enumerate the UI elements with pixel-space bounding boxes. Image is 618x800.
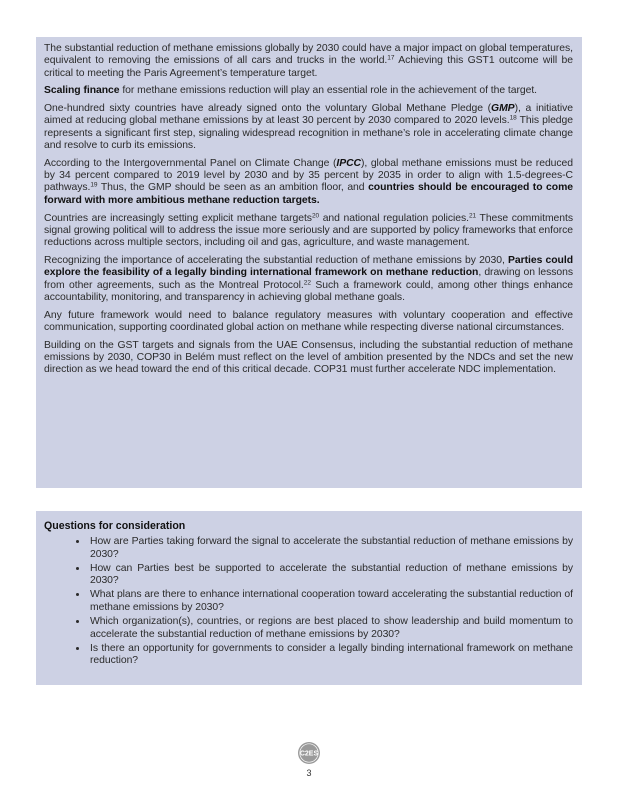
question-item: • How can Parties best be supported to accelerate the substantial reduction of methane emissions by 2030?	[88, 563, 573, 588]
p4-text: According to the Intergovernmental Panel on Climate Change (	[44, 157, 337, 169]
p5-text: Countries are increasingly setting explicit methane targets	[44, 212, 312, 224]
p1-text-2: Achieving this GST1 outcome will be critical to meeting the Paris Agreement’s temperature target.	[44, 55, 573, 79]
paragraph-global-methane-pledge	[44, 103, 573, 152]
questions-list	[44, 536, 573, 668]
p4-text-2: ), global methane emissions must be reduced by 34 percent compared to 2019 level by 2030 and by 35 percent by 2035 in order to align with 1.5-degrees-C pathways.	[44, 157, 573, 194]
p6-text-2: , drawing on lessons from other agreements, such as the Montreal Protocol.	[44, 267, 573, 291]
binding-framework-emphasis: Parties could explore the feasibility of a legally binding international framework on methane reduction	[44, 254, 573, 279]
question-item: • How are Parties taking forward the signal to accelerate the substantial reduction of methane emissions by 2030?	[88, 536, 573, 561]
c2es-logo-text: C2ES	[299, 750, 319, 758]
paragraph-national-targets	[44, 213, 573, 250]
footnote-ref-21[interactable]: 21	[468, 212, 477, 220]
p7-text: Any future framework would need to balance regulatory measures with voluntary cooperation and effective communication, supporting coordinated global action on methane while respecting diverse national circumstances.	[44, 309, 573, 333]
paragraph-methane-impact	[44, 43, 573, 80]
scaling-finance-emphasis: Scaling finance	[44, 85, 120, 97]
ipcc-abbreviation: IPCC	[336, 157, 361, 169]
p2-text: for methane emissions reduction will play an essential role in the achievement of the target.	[119, 85, 537, 97]
question-item: • Is there an opportunity for governments to consider a legally binding international framework on methane reduction?	[88, 643, 573, 668]
question-item: • What plans are there to enhance international cooperation toward accelerating the substantial reduction of methane emissions by 2030?	[88, 589, 573, 614]
c2es-logo	[297, 741, 321, 765]
p5-text-3: These commitments signal growing political will to address the issue more seriously and are supported by policy frameworks that enforce reductions across multiple sectors, including oil and gas, agriculture, and waste management.	[44, 212, 573, 249]
p8-text: Building on the GST targets and signals from the UAE Consensus, including the substantial reduction of methane emissions by 2030, COP30 in Belém must reflect on the level of ambition presented by the NDCs and set the new direction as we head toward the end of this critical decade. COP31 must further accelerate NDC implementation.	[44, 339, 573, 376]
p3-text-3: This pledge represents a significant first step, signaling widespread recognition in methane’s role in accelerating climate change and resolve to curb its emissions.	[44, 115, 573, 152]
p6-text: Recognizing the importance of accelerating the substantial reduction of methane emissions by 2030,	[44, 254, 509, 266]
p5-text-2: and national regulation policies.	[319, 212, 469, 224]
gmp-abbreviation: GMP	[491, 103, 515, 115]
paragraph-cop30	[44, 340, 573, 377]
footnote-ref-17[interactable]: 17	[387, 54, 395, 62]
footnote-ref-19[interactable]: 19	[90, 181, 98, 189]
paragraph-binding-framework	[44, 255, 573, 304]
page-number: 3	[306, 768, 312, 778]
p3-text-2: ), a initiative aimed at reducing global methane emissions by at least 30 percent by 2030 compared to 2020 levels.	[44, 103, 573, 127]
questions-box	[36, 511, 582, 685]
paragraph-future-framework	[44, 310, 573, 335]
ambitious-targets-emphasis: countries should be encouraged to come forward with more ambitious methane reduction targets.	[44, 182, 574, 206]
footnote-ref-18[interactable]: 18	[509, 114, 517, 122]
paragraph-scaling-finance	[44, 85, 573, 97]
paragraph-ipcc	[44, 158, 573, 207]
main-content-box	[36, 37, 582, 488]
p4-text-3: Thus, the GMP should be seen as an ambition floor, and	[97, 182, 369, 194]
p1-text: The substantial reduction of methane emissions globally by 2030 could have a major impact on global temperatures, equivalent to removing the emissions of all cars and trucks in the world.	[44, 43, 573, 67]
questions-title: Questions for consideration	[44, 520, 186, 532]
footnote-ref-22[interactable]: 22	[303, 279, 311, 287]
p6-text-3: Such a framework could, among other things enhance accountability, monitoring, and transparency in achieving global methane goals.	[44, 279, 573, 303]
question-item: • Which organization(s), countries, or regions are best placed to show leadership and build momentum to accelerate the substantial reduction of methane emissions by 2030?	[88, 616, 573, 641]
footnote-ref-20[interactable]: 20	[311, 212, 320, 220]
p3-text: One-hundred sixty countries have already signed onto the voluntary Global Methane Pledge (	[44, 103, 492, 115]
